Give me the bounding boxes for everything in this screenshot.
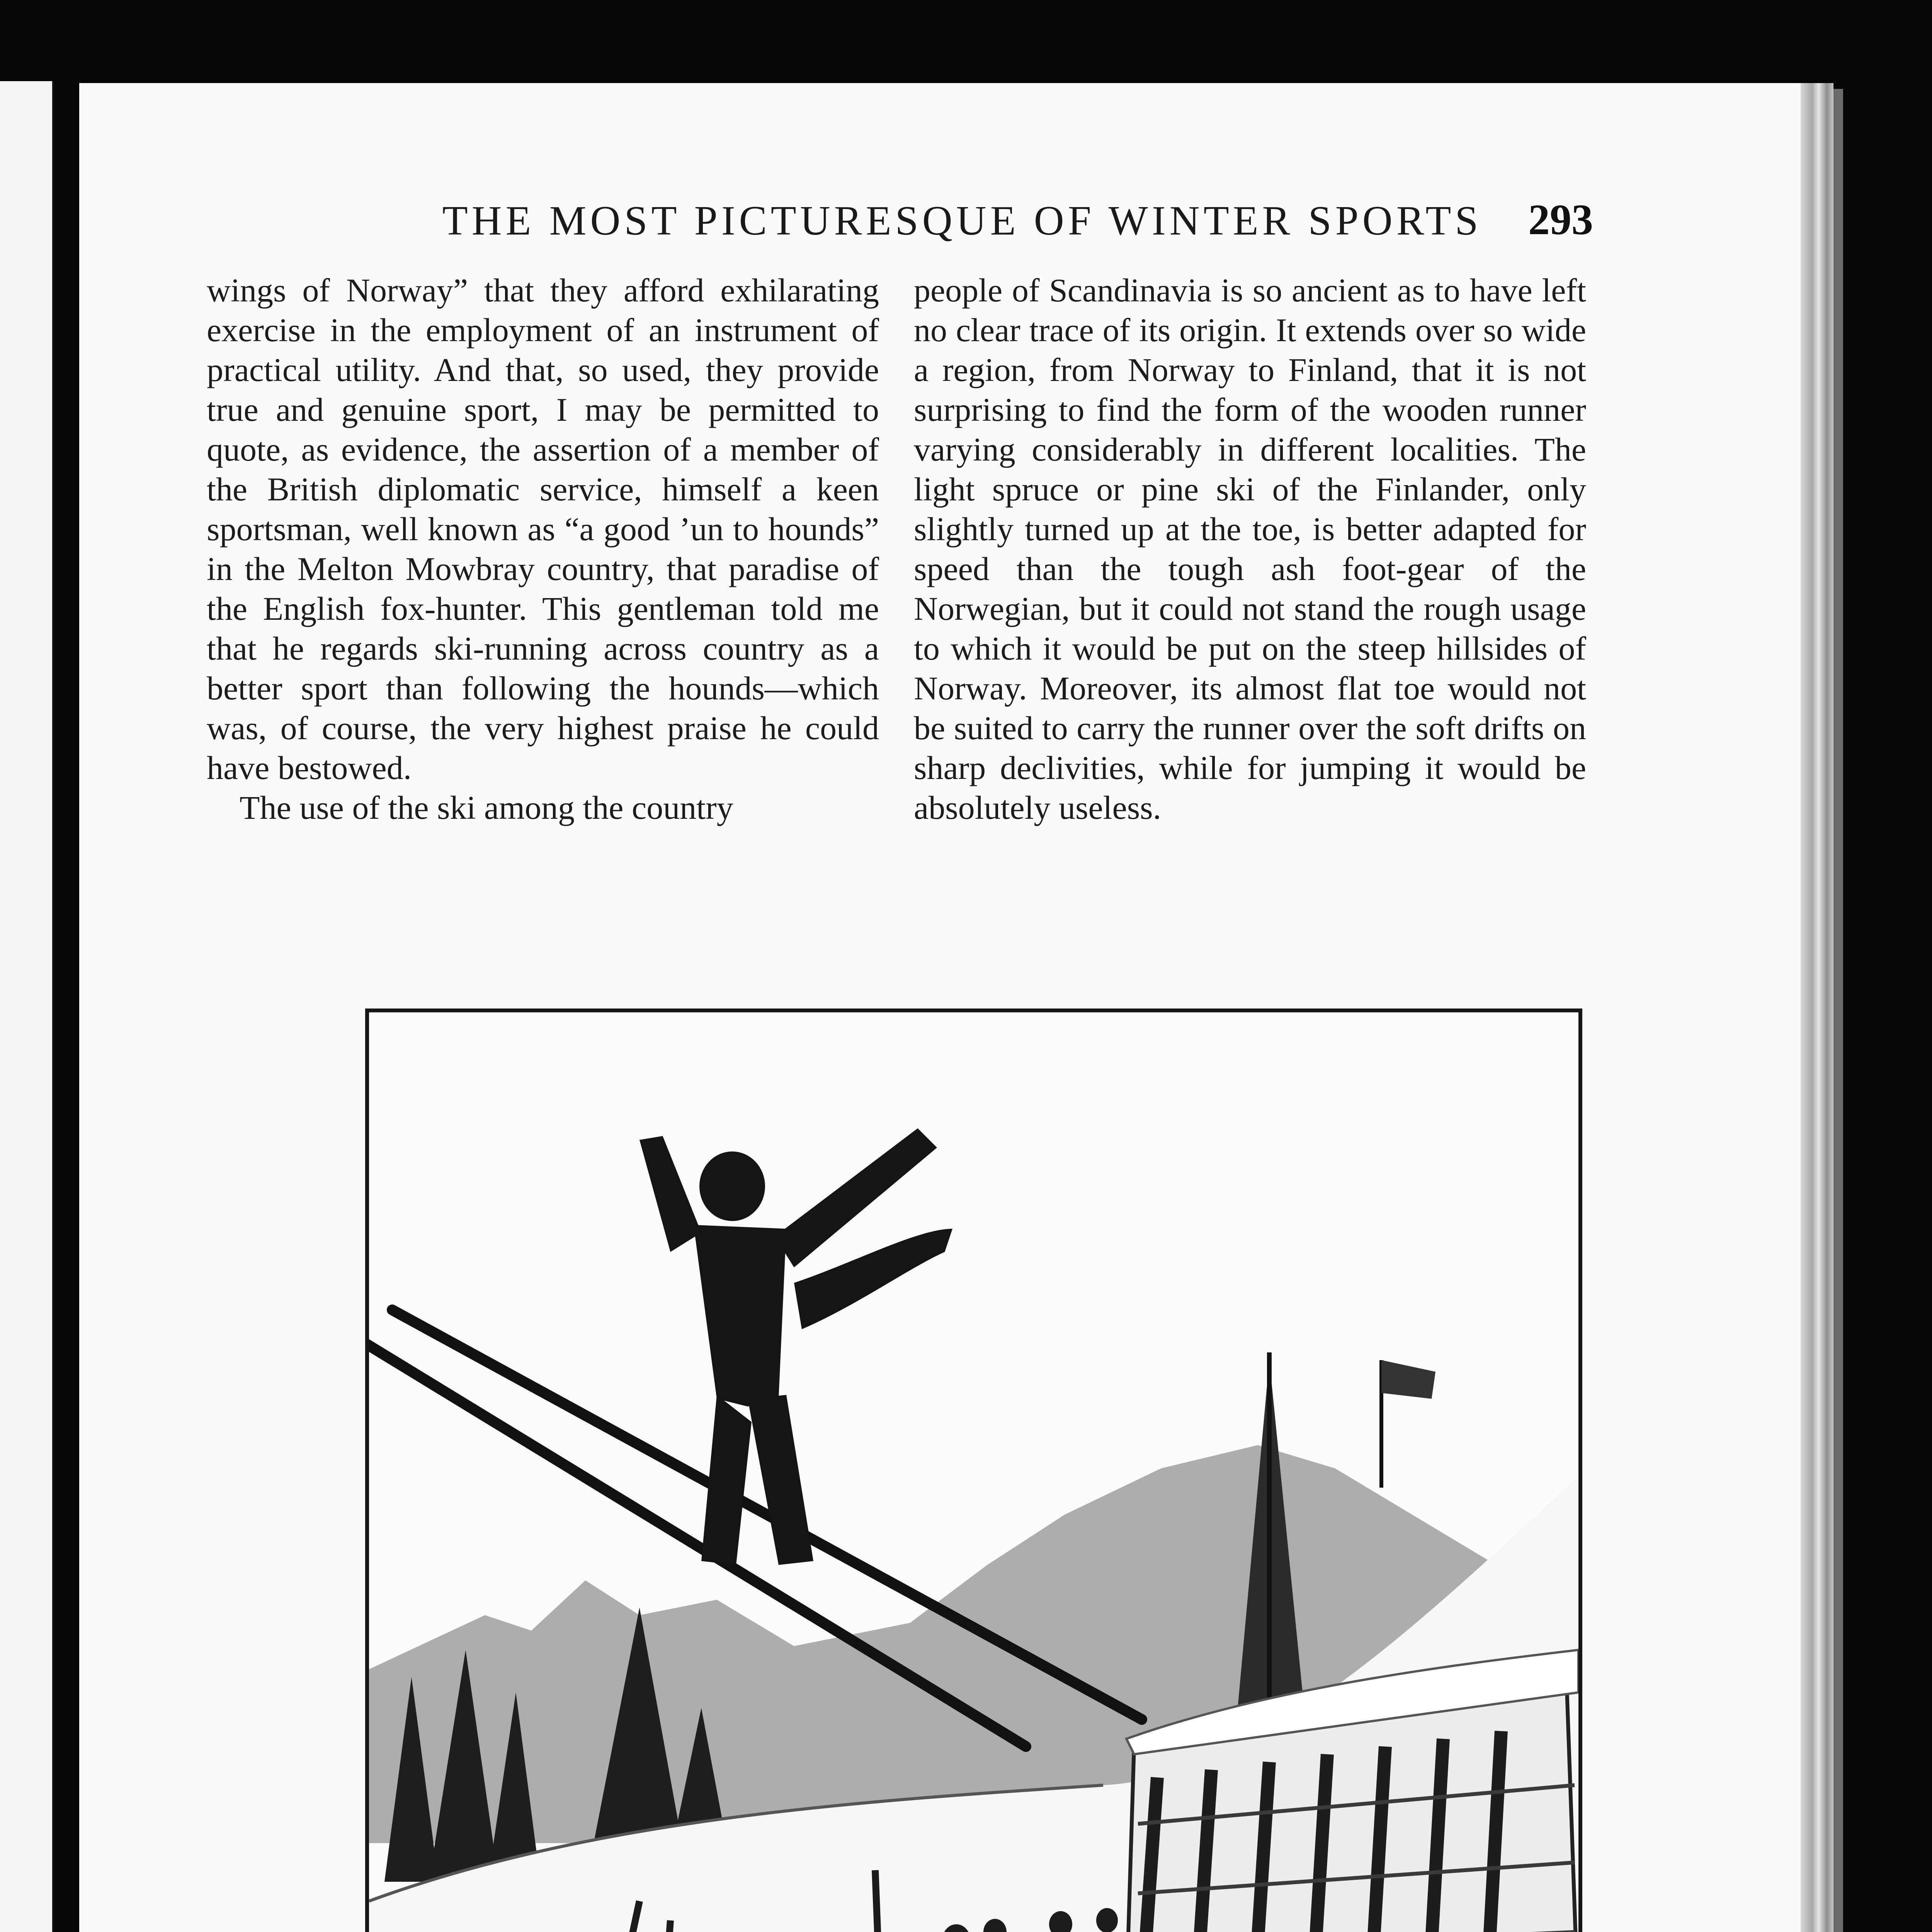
page-stack-edge — [1801, 83, 1833, 1932]
paragraph: wings of Norway” that they afford exhilarating exercise in the employment of an instrument of practical utility. And that, so used, they provide true and genuine sport, I may be permitted to quote, as evidence, the assertion of a member of the British diplomatic service, himself a keen sportsman, well known as “a good ’un to hounds” in the Melton Mowbray country, that paradise of the English fox-hunter. This gentleman told me that he regards ski-running across country as a better sport than following the hounds—which was, of course, the very highest praise he could have bestowed. — [207, 272, 879, 786]
page-number: 293 — [1528, 196, 1593, 244]
text-column-left — [207, 270, 879, 828]
ski-jump-illustration — [365, 1009, 1582, 1932]
previous-page-edge — [0, 81, 54, 1932]
paragraph: The use of the ski among the country — [240, 789, 733, 826]
text-column-right — [914, 270, 1586, 828]
illustration-drawing — [369, 1012, 1578, 1932]
binding-shadow — [1833, 89, 1843, 1932]
running-title: THE MOST PICTURESQUE OF WINTER SPORTS — [442, 198, 1482, 244]
paragraph: people of Scandinavia is so ancient as to have left no clear trace of its origin. It extends over so wide a region, from Norway to Finland, that it is not surprising to find the form of the wooden runner varying considerably in different localities. The light spruce or pine ski of the Finlander, only slightly turned up at the toe, is better adapted for speed than the tough ash foot-gear of the Norwegian, but it could not stand the rough usage to which it would be put on the steep hillsides of Norway. Moreover, its almost flat toe would not be suited to carry the runner over the soft drifts on sharp declivities, while for jumping it would be absolutely useless. — [914, 272, 1586, 826]
